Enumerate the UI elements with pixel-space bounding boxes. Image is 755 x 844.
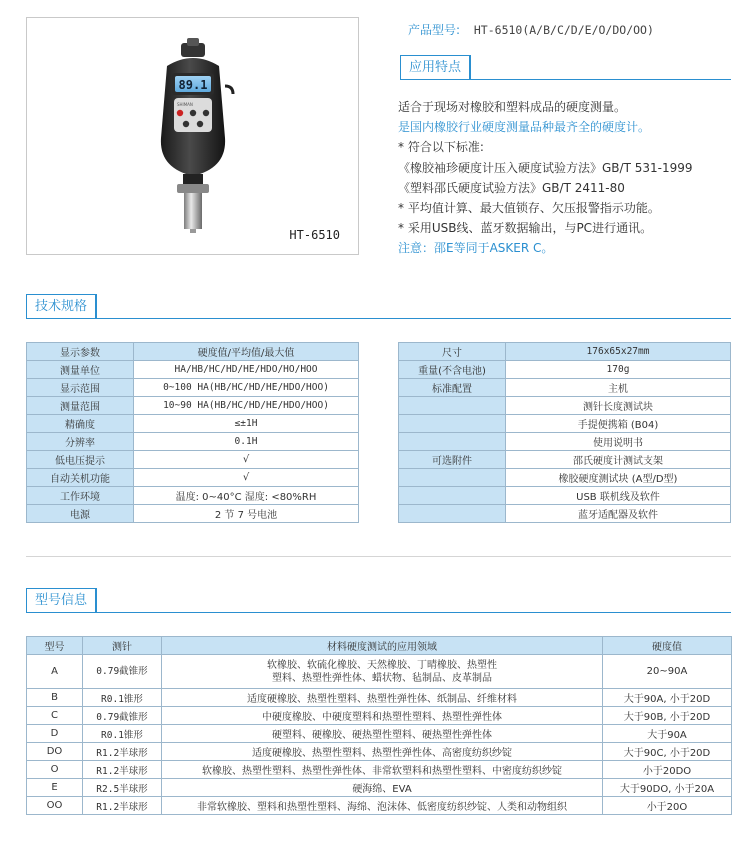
model-row (27, 743, 732, 761)
product-image-frame (26, 17, 359, 255)
spec-row (27, 379, 359, 397)
spec-value: 蓝牙适配器及软件 (506, 505, 731, 523)
application-field: 非常软橡胶、塑料和热塑性塑料、海绵、泡沫体、低密度纺织纱锭、人类和动物组织 (162, 797, 603, 815)
spec-label (399, 487, 506, 505)
models-header-cell: 硬度值 (603, 637, 732, 655)
feature-line: 《塑料邵氏硬度试验方法》GB/T 2411-80 (398, 180, 625, 195)
hardness-value: 大于90B, 小于20D (603, 707, 732, 725)
model-row (27, 725, 732, 743)
spec-value: 使用说明书 (506, 433, 731, 451)
model-row (27, 689, 732, 707)
spec-value: 主机 (506, 379, 731, 397)
spec-value: 测针长度测试块 (506, 397, 731, 415)
spec-label: 显示范围 (27, 379, 134, 397)
model-row (27, 655, 732, 689)
spec-table-right (398, 342, 731, 523)
application-field: 适度硬橡胶、热塑性塑料、热塑性弹性体、纸制品、纤维材料 (162, 689, 603, 707)
spec-label (399, 415, 506, 433)
spec-value: 温度: 0~40°C 湿度: <80%RH (134, 487, 359, 505)
models-section-tab: 型号信息 (26, 588, 97, 613)
needle-type: 0.79截锥形 (83, 707, 162, 725)
spec-label: 可选附件 (399, 451, 506, 469)
spec-value: USB 联机线及软件 (506, 487, 731, 505)
spec-value: 10~90 HA(HB/HC/HD/HE/HDO/HOO) (134, 397, 359, 415)
features-section-rule (400, 79, 731, 80)
spec-value: 0.1H (134, 433, 359, 451)
model-value: HT-6510(A/B/C/D/E/O/DO/OO) (473, 23, 654, 37)
hardness-value: 大于90C, 小于20D (603, 743, 732, 761)
spec-table-left (26, 342, 359, 523)
features-section-tab: 应用特点 (400, 55, 471, 80)
spec-row (399, 397, 731, 415)
needle-type: R1.2半球形 (83, 797, 162, 815)
device-button (183, 121, 189, 127)
model-line (408, 21, 654, 38)
model-code: OO (27, 797, 83, 815)
spec-label: 电源 (27, 505, 134, 523)
spec-value: 0~100 HA(HB/HC/HD/HE/HDO/HOO) (134, 379, 359, 397)
spec-value: √ (134, 451, 359, 469)
device-button (197, 121, 203, 127)
needle-type: R2.5半球形 (83, 779, 162, 797)
application-field: 硬海绵、EVA (162, 779, 603, 797)
spec-row (27, 505, 359, 523)
spec-row (399, 361, 731, 379)
spec-label: 精确度 (27, 415, 134, 433)
spec-row (399, 505, 731, 523)
spec-value: 橡胶硬度测试块 (A型/D型) (506, 469, 731, 487)
spec-label: 低电压提示 (27, 451, 134, 469)
spec-row (399, 433, 731, 451)
spec-label (399, 433, 506, 451)
model-row (27, 779, 732, 797)
feature-line: 《橡胶袖珍硬度计压入硬度试验方法》GB/T 531-1999 (398, 160, 693, 175)
model-code: A (27, 655, 83, 689)
spec-value: HA/HB/HC/HD/HE/HDO/HO/HOO (134, 361, 359, 379)
model-code: B (27, 689, 83, 707)
spec-row (27, 361, 359, 379)
spec-label: 工作环境 (27, 487, 134, 505)
spec-row (399, 343, 731, 361)
needle-type: R1.2半球形 (83, 743, 162, 761)
application-field: 软橡胶、热塑性塑料、热塑性弹性体、非常软塑料和热塑性塑料、中密度纺织纱锭 (162, 761, 603, 779)
spec-label (399, 505, 506, 523)
spec-label: 显示参数 (27, 343, 134, 361)
spec-row (27, 433, 359, 451)
needle-type: R1.2半球形 (83, 761, 162, 779)
needle-type: R0.1锥形 (83, 725, 162, 743)
model-code: O (27, 761, 83, 779)
device-button (203, 110, 209, 116)
model-code: D (27, 725, 83, 743)
spec-value: 2 节 7 号电池 (134, 505, 359, 523)
spec-value: 手提便携箱 (B04) (506, 415, 731, 433)
spec-row (27, 469, 359, 487)
spec-row (27, 451, 359, 469)
device-button (177, 110, 183, 116)
spec-value: √ (134, 469, 359, 487)
application-field: 适度硬橡胶、热塑性塑料、热塑性弹性体、高密度纺织纱锭 (162, 743, 603, 761)
spec-label: 尺寸 (399, 343, 506, 361)
spec-value: ≤±1H (134, 415, 359, 433)
specs-section-tab: 技术规格 (26, 294, 97, 319)
model-row (27, 761, 732, 779)
hardness-value: 大于90A, 小于20D (603, 689, 732, 707)
spec-label (399, 397, 506, 415)
spec-label: 标准配置 (399, 379, 506, 397)
models-header-cell: 型号 (27, 637, 83, 655)
feature-line: 注意：邵E等同于ASKER C。 (398, 241, 554, 256)
spec-label: 测量范围 (27, 397, 134, 415)
spec-row (399, 451, 731, 469)
brand-text: SHIMAN (177, 102, 193, 107)
features-list (398, 97, 743, 259)
spec-row (27, 343, 359, 361)
hardness-value: 20~90A (603, 655, 732, 689)
spec-value: 170g (506, 361, 731, 379)
spec-value: 176x65x27mm (506, 343, 731, 361)
spec-row (27, 415, 359, 433)
feature-line: * 采用USB线、蓝牙数据输出，与PC进行通讯。 (398, 221, 653, 236)
hardness-value: 大于90A (603, 725, 732, 743)
spec-label (399, 469, 506, 487)
spec-value: 硬度值/平均值/最大值 (134, 343, 359, 361)
section-divider (26, 556, 731, 557)
feature-line: 是国内橡胶行业硬度测量品种最齐全的硬度计。 (398, 120, 651, 135)
spec-row (399, 487, 731, 505)
model-row (27, 797, 732, 815)
models-header-cell: 测针 (83, 637, 162, 655)
model-row (27, 707, 732, 725)
model-label: 产品型号: (408, 23, 461, 37)
model-code: E (27, 779, 83, 797)
models-table (26, 636, 732, 815)
specs-section-rule (26, 318, 731, 319)
spec-row (27, 397, 359, 415)
application-field: 中硬度橡胶、中硬度塑料和热塑性塑料、热塑性弹性体 (162, 707, 603, 725)
device-button (190, 110, 196, 116)
display-reading: 89.1 (178, 78, 208, 92)
spec-row (399, 415, 731, 433)
spec-label: 分辨率 (27, 433, 134, 451)
spec-label: 测量单位 (27, 361, 134, 379)
hardness-value: 小于20DO (603, 761, 732, 779)
hardness-value: 小于20O (603, 797, 732, 815)
spec-row (399, 379, 731, 397)
spec-label: 自动关机功能 (27, 469, 134, 487)
feature-line: * 平均值计算、最大值锁存、欠压报警指示功能。 (398, 201, 660, 216)
models-header-cell: 材料硬度测试的应用领域 (162, 637, 603, 655)
spec-row (27, 487, 359, 505)
spec-row (399, 469, 731, 487)
product-caption: HT-6510 (289, 228, 340, 242)
needle-type: R0.1锥形 (83, 689, 162, 707)
application-field: 软橡胶、软硫化橡胶、天然橡胶、丁晴橡胶、热塑性 塑料、热塑性弹性体、蜡状物、毡制品、皮革制品 (162, 655, 603, 689)
hardness-value: 大于90DO, 小于20A (603, 779, 732, 797)
feature-line: 适合于现场对橡胶和塑料成品的硬度测量。 (398, 100, 627, 114)
application-field: 硬塑料、硬橡胶、硬热塑性塑料、硬热塑性弹性体 (162, 725, 603, 743)
model-code: DO (27, 743, 83, 761)
spec-value: 邵氏硬度计测试支架 (506, 451, 731, 469)
hardness-tester-image (27, 18, 360, 256)
needle-type: 0.79截锥形 (83, 655, 162, 689)
models-section-rule (26, 612, 731, 613)
model-code: C (27, 707, 83, 725)
spec-label: 重量(不含电池) (399, 361, 506, 379)
feature-line: * 符合以下标准: (398, 140, 484, 155)
